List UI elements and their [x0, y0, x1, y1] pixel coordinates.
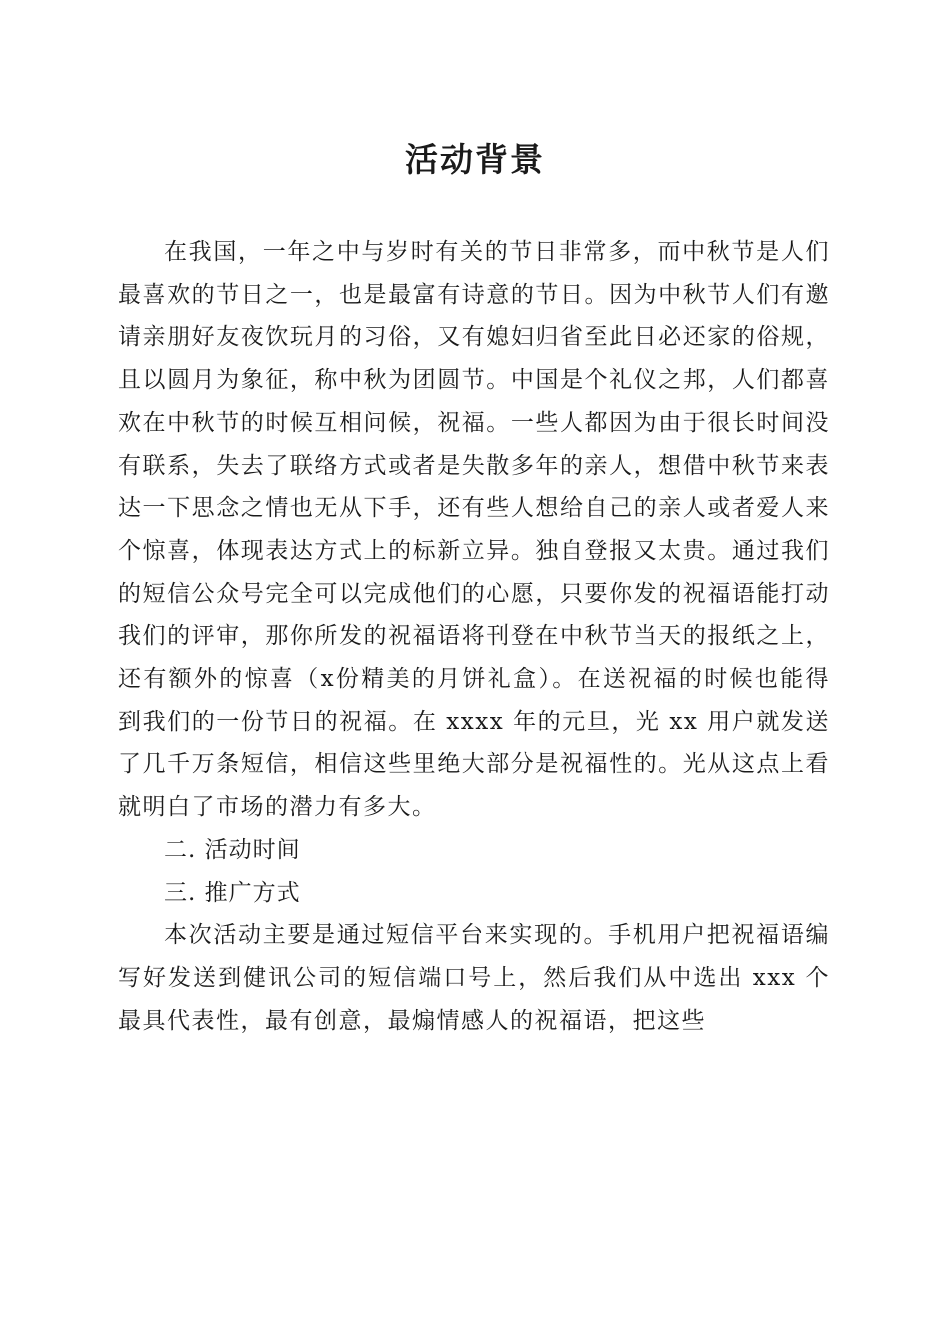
- document-body: [118, 231, 830, 1042]
- promotion-paragraph: 本次活动主要是通过短信平台来实现的。手机用户把祝福语编写好发送到健讯公司的短信端口号上，然后我们从中选出 xxx 个最具代表性，最有创意，最煽情感人的祝福语，把这些: [118, 922, 830, 1034]
- background-paragraph: 在我国，一年之中与岁时有关的节日非常多，而中秋节是人们最喜欢的节日之一，也是最富有诗意的节日。因为中秋节人们有邀请亲朋好友夜饮玩月的习俗，又有媳妇归省至此日必还家的俗规，且以圆月为象征，称中秋为团圆节。中国是个礼仪之邦，人们都喜欢在中秋节的时候互相问候，祝福。一些人都因为由于很长时间没有联系，失去了联络方式或者是失散多年的亲人，想借中秋节来表达一下思念之情也无从下手，还有些人想给自己的亲人或者爱人来个惊喜，体现表达方式上的标新立异。独自登报又太贵。通过我们的短信公众号完全可以完成他们的心愿，只要你发的祝福语能打动我们的评审，那你所发的祝福语将刊登在中秋节当天的报纸之上，还有额外的惊喜（x份精美的月饼礼盒）。在送祝福的时候也能得到我们的一份节日的祝福。在 xxxx 年的元旦，光 xx 用户就发送了几千万条短信，相信这些里绝大部分是祝福性的。光从这点上看就明白了市场的潜力有多大。: [118, 239, 830, 821]
- section-heading-promotion-method: 三. 推广方式: [164, 879, 301, 906]
- section-heading-activity-time: 二. 活动时间: [164, 836, 301, 863]
- document-title: 活动背景: [405, 140, 545, 179]
